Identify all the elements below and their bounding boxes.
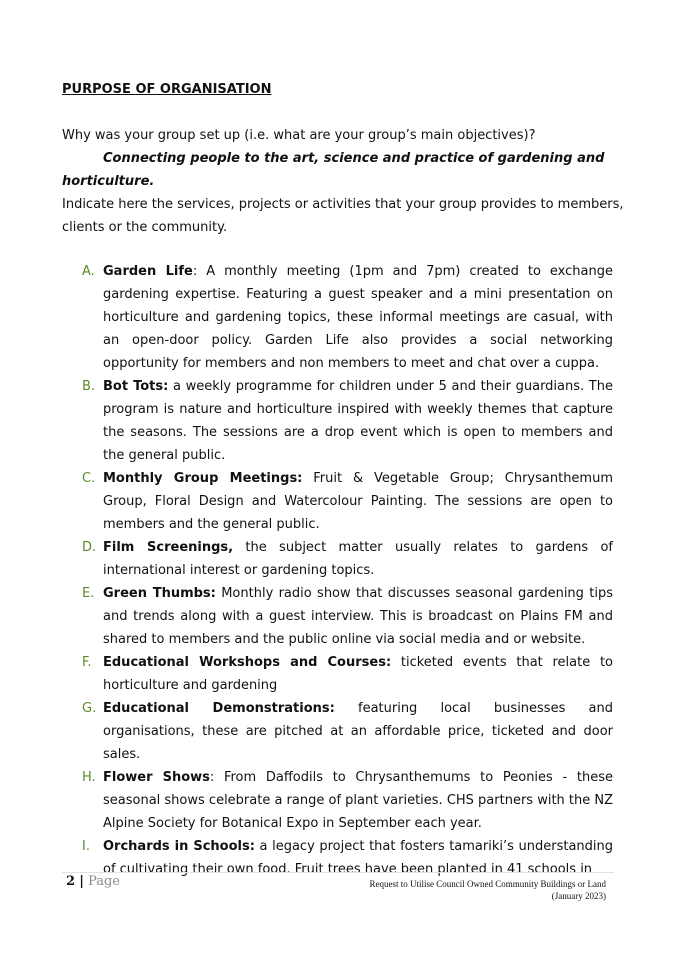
list-item xyxy=(0,467,675,536)
list-marker: C. xyxy=(82,471,96,486)
list-marker: F. xyxy=(82,655,92,670)
list-item-body xyxy=(103,835,613,881)
list-marker: B. xyxy=(82,379,96,394)
page-label: Page xyxy=(88,874,120,889)
list-item-text: Monthly radio show that discusses seasonal gardening tips and trends along with a guest interview. This is broadcast on Plains FM and shared to members and the public online via social media and or website. xyxy=(103,586,613,647)
footer-document-title: Request to Utilise Council Owned Community Buildings or Land xyxy=(369,879,606,889)
list-item-body xyxy=(103,651,613,697)
list-item-title: Orchards in Schools: xyxy=(103,839,255,854)
list-item-title: Bot Tots: xyxy=(103,379,169,394)
list-marker: H. xyxy=(82,770,96,785)
list-item-text: featuring local businesses and organisations, these are pitched at an affordable price, ticketed and door sales. xyxy=(103,701,613,762)
list-item-body xyxy=(103,766,613,835)
list-item-text: Fruit & Vegetable Group; Chrysanthemum Group, Floral Design and Watercolour Painting. The sessions are open to members and the general public. xyxy=(103,471,614,532)
list-item-body xyxy=(103,697,613,766)
list-marker: A. xyxy=(82,264,95,279)
page-number-footer xyxy=(66,874,120,889)
list-item-text: a weekly programme for children under 5 and their guardians. The program is nature and horticulture inspired with weekly themes that capture the seasons. The sessions are a drop event which is open to members and the general public. xyxy=(103,379,613,463)
list-item-body xyxy=(103,375,613,467)
footer-divider xyxy=(62,872,614,873)
list-item-title: Educational Workshops and Courses: xyxy=(103,655,392,670)
services-list xyxy=(0,260,675,881)
list-item xyxy=(0,582,675,651)
question-services-line-1: Indicate here the services, projects or activities that your group provides to members, xyxy=(62,197,624,212)
list-marker: D. xyxy=(82,540,97,555)
page-separator: | xyxy=(79,874,84,889)
list-item xyxy=(0,375,675,467)
page-number: 2 xyxy=(66,874,76,889)
list-marker: E. xyxy=(82,586,95,601)
list-item xyxy=(0,766,675,835)
list-item-title: Garden Life xyxy=(103,264,193,279)
list-item-title: Educational Demonstrations: xyxy=(103,701,335,716)
list-item-text: : From Daffodils to Chrysanthemums to Peonies - these seasonal shows celebrate a range of plant varieties. CHS partners with the NZ Alpine Society for Botanical Expo in September each year. xyxy=(103,770,614,831)
objective-answer xyxy=(62,147,622,193)
list-marker: G. xyxy=(82,701,97,716)
list-item-text: a legacy project that fosters tamariki’s understanding of cultivating their own food. Fruit trees have been planted in 41 schools in xyxy=(103,839,614,877)
list-item-body xyxy=(103,536,613,582)
list-item-text: the subject matter usually relates to gardens of international interest or gardening topics. xyxy=(103,540,613,578)
list-item-text: : A monthly meeting (1pm and 7pm) created to exchange gardening expertise. Featuring a guest speaker and a mini presentation on horticulture and gardening topics, these informal meetings are casual, with an open-door policy. Garden Life also provides a social networking opportunity for members and non members to meet and chat over a cuppa. xyxy=(103,264,613,371)
list-item-body xyxy=(103,582,613,651)
list-marker: I. xyxy=(82,839,90,854)
section-heading: PURPOSE OF ORGANISATION xyxy=(62,82,272,97)
footer-document-date: (January 2023) xyxy=(551,891,606,901)
list-item-title: Film Screenings, xyxy=(103,540,234,555)
list-item-text: ticketed events that relate to horticulture and gardening xyxy=(103,655,613,693)
list-item-body xyxy=(103,260,613,375)
list-item xyxy=(0,697,675,766)
list-item xyxy=(0,651,675,697)
list-item-title: Flower Shows xyxy=(103,770,210,785)
list-item-body xyxy=(103,467,613,536)
objective-line-2: horticulture. xyxy=(62,174,155,189)
list-item xyxy=(0,536,675,582)
question-services xyxy=(62,193,622,239)
question-objectives: Why was your group set up (i.e. what are your group’s main objectives)? xyxy=(62,128,536,143)
objective-line-1: Connecting people to the art, science and practice of gardening and xyxy=(103,151,605,166)
list-item xyxy=(0,260,675,375)
document-footer xyxy=(340,878,606,902)
list-item-title: Green Thumbs: xyxy=(103,586,216,601)
question-services-line-2: clients or the community. xyxy=(62,220,228,235)
list-item-title: Monthly Group Meetings: xyxy=(103,471,303,486)
